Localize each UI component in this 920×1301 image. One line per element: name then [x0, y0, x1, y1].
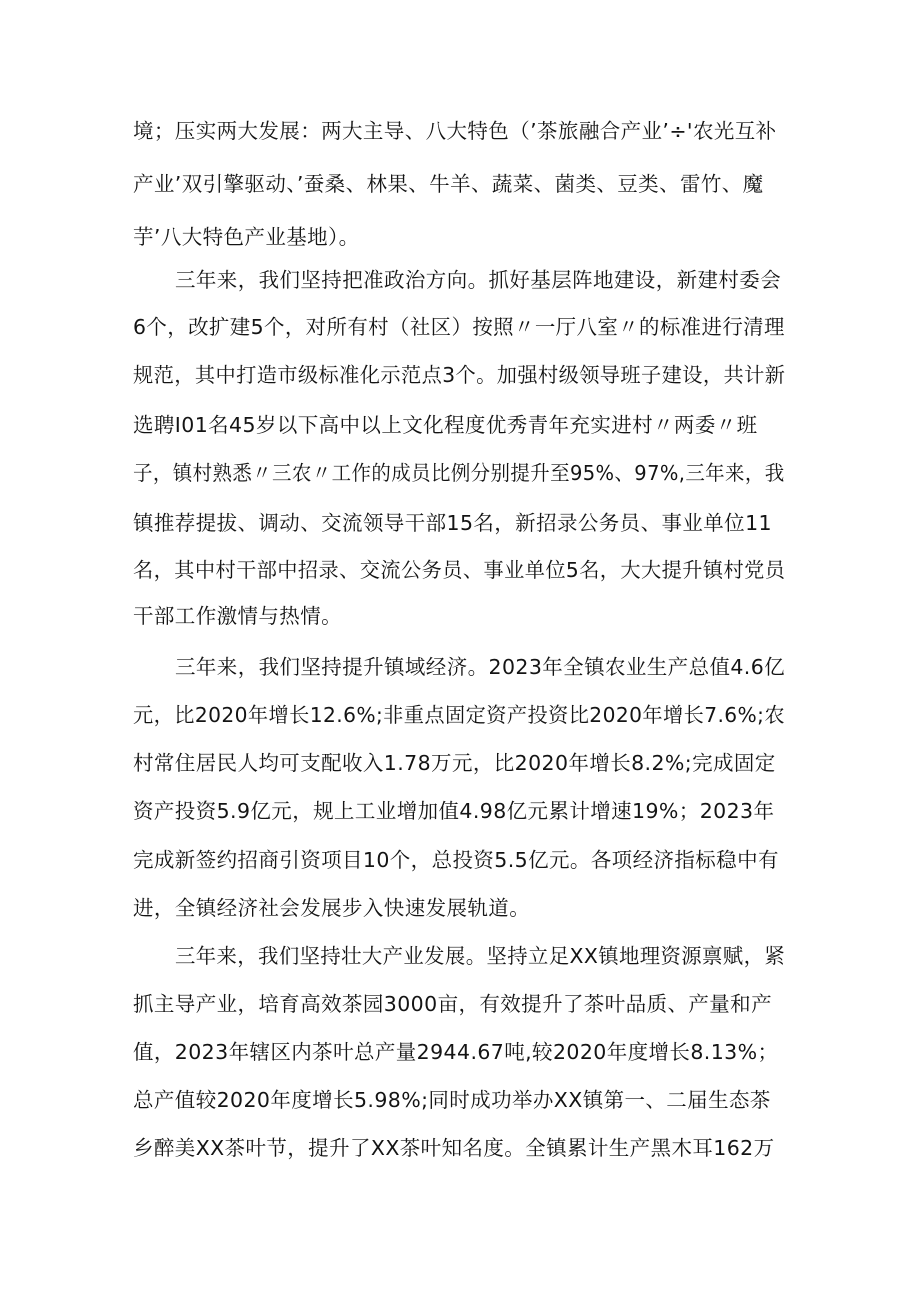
text-line: 芋’八大特色产业基地）。: [133, 225, 360, 249]
text-line: 三年来，我们坚持把准政治方向。抓好基层阵地建设，新建村委会: [175, 268, 782, 292]
text-line: 元，比2020年增长12.6%;非重点固定资产投资比2020年增长7.6%;农: [133, 703, 785, 727]
text-line: 值，2023年辖区内茶叶总产量2944.67吨,较2020年度增长8.13%；: [133, 1040, 779, 1064]
text-line: 子，镇村熟悉〃三农〃工作的成员比例分别提升至95%、97%,三年来，我: [133, 461, 785, 485]
text-line: 名，其中村干部中招录、交流公务员、事业单位5名，大大提升镇村党员: [133, 558, 786, 582]
text-line: 规范，其中打造市级标准化示范点3个。加强村级领导班子建设，共计新: [133, 363, 786, 387]
text-line: 产业’双引擎驱动、’蚕桑、林果、牛羊、蔬菜、菌类、豆类、雷竹、魔: [133, 172, 764, 196]
text-line: 境；压实两大发展：两大主导、八大特色（’茶旅融合产业’÷'农光互补: [133, 119, 777, 143]
text-line: 总产值较2020年度增长5.98%;同时成功举办XX镇第一、二届生态茶: [133, 1088, 771, 1112]
text-line: 镇推荐提拔、调动、交流领导干部15名，新招录公务员、事业单位11: [133, 511, 772, 535]
text-line: 完成新签约招商引资项目10个，总投资5.5亿元。各项经济指标稳中有: [133, 848, 779, 872]
text-line: 抓主导产业，培育高效茶园3000亩，有效提升了茶叶品质、产量和产: [133, 992, 772, 1016]
text-line: 选聘I01名45岁以下高中以上文化程度优秀青年充实进村〃两委〃班: [133, 413, 758, 437]
text-line: 乡醉美XX茶叶节，提升了XX茶叶知名度。全镇累计生产黑木耳162万: [133, 1136, 775, 1160]
text-line: 资产投资5.9亿元，规上工业增加值4.98亿元累计增速19%；2023年: [133, 799, 775, 823]
text-line: 6个，改扩建5个，对所有村（社区）按照〃一厅八室〃的标准进行清理: [133, 315, 785, 339]
text-line: 三年来，我们坚持壮大产业发展。坚持立足XX镇地理资源禀赋，紧: [175, 944, 786, 968]
text-line: 干部工作激情与热情。: [133, 604, 342, 628]
text-line: 三年来，我们坚持提升镇域经济。2023年全镇农业生产总值4.6亿: [175, 655, 786, 679]
text-line: 村常住居民人均可支配收入1.78万元，比2020年增长8.2%;完成固定: [133, 751, 776, 775]
text-line: 进，全镇经济社会发展步入快速发展轨道。: [133, 896, 531, 920]
